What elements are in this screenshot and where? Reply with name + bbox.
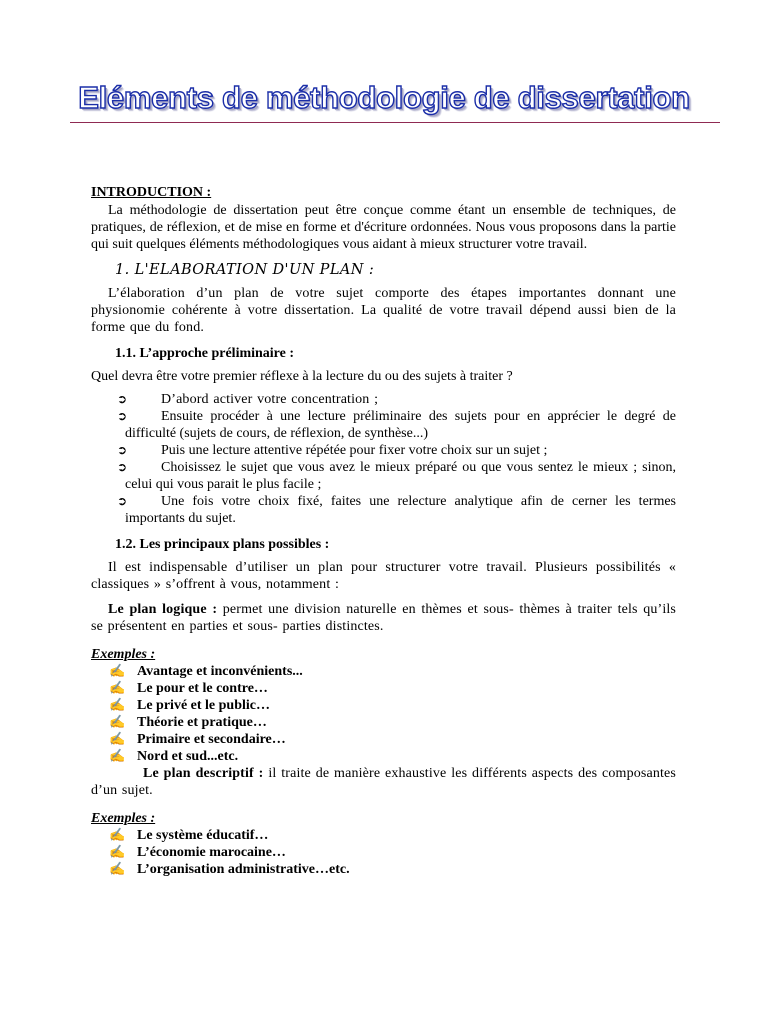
list-item: ✍ Théorie et pratique… bbox=[109, 714, 267, 730]
examples-heading: Exemples : bbox=[91, 811, 156, 826]
examples-heading: Exemples : bbox=[91, 647, 156, 662]
list-item: ✍ L’économie marocaine… bbox=[109, 844, 286, 860]
list-item: ➲ D’abord activer votre concentration ; bbox=[117, 392, 379, 407]
check-bullet-icon: ✍ bbox=[109, 714, 126, 729]
examples-list bbox=[91, 663, 676, 765]
plan-descriptif-label: Le plan descriptif : bbox=[143, 766, 264, 781]
check-bullet-icon: ✍ bbox=[109, 680, 126, 695]
list-item: ➲ Ensuite procéder à une lecture préliminaire des sujets pour en apprécier le degré de difficulté (sujets de cours, de réflexion, de synthèse...) bbox=[117, 409, 676, 441]
list-item: ➲ Une fois votre choix fixé, faites une relecture analytique afin de cerner les termes importants du sujet. bbox=[117, 494, 676, 526]
check-bullet-icon: ✍ bbox=[109, 861, 126, 876]
examples-list bbox=[91, 827, 676, 878]
arrow-bullet-icon: ➲ bbox=[117, 409, 128, 423]
arrow-bullet-icon: ➲ bbox=[117, 460, 128, 474]
approach-question: Quel devra être votre premier réflexe à la lecture du ou des sujets à traiter ? bbox=[91, 369, 513, 384]
check-bullet-icon: ✍ bbox=[109, 731, 126, 746]
section-1-heading: 1. L'ELABORATION D'UN PLAN : bbox=[115, 262, 375, 278]
check-bullet-icon: ✍ bbox=[109, 827, 126, 842]
check-bullet-icon: ✍ bbox=[109, 844, 126, 859]
subsection-1-1-heading: 1.1. L’approche préliminaire : bbox=[115, 346, 295, 361]
section-1-paragraph: L’élaboration d’un plan de votre sujet comporte des étapes importantes donnant une physionomie cohérente à votre dissertation. La qualité de votre travail dépend aussi bien de la forme que du fond. bbox=[91, 286, 676, 335]
intro-paragraph: La méthodologie de dissertation peut être conçue comme étant un ensemble de techniques, de pratiques, de réflexion, et de mise en forme et d'écriture ordonnées. Nous vous proposons dans la partie qui suit quelques éléments méthodologiques vous aidant à mieux structurer votre travail. bbox=[91, 203, 676, 252]
plan-descriptif-paragraph: Le plan descriptif : il traite de manière exhaustive les différents aspects des composantes d’un sujet. bbox=[91, 766, 676, 798]
list-item: ✍ Le privé et le public… bbox=[109, 697, 270, 713]
plan-logique-label: Le plan logique : bbox=[108, 602, 218, 617]
check-bullet-icon: ✍ bbox=[109, 748, 126, 763]
plan-logique-paragraph: Le plan logique : permet une division naturelle en thèmes et sous- thèmes à traiter tels qu’ils se présentent en parties et sous- parties distinctes. bbox=[91, 602, 676, 634]
subsection-1-2-heading: 1.2. Les principaux plans possibles : bbox=[115, 537, 330, 552]
list-item: ✍ Nord et sud...etc. bbox=[109, 748, 239, 764]
list-item: ✍ L’organisation administrative…etc. bbox=[109, 861, 350, 877]
list-item: ✍ Le pour et le contre… bbox=[109, 680, 268, 696]
intro-heading: INTRODUCTION : bbox=[91, 185, 212, 200]
check-bullet-icon: ✍ bbox=[109, 697, 126, 712]
arrow-bullet-icon: ➲ bbox=[117, 494, 128, 508]
list-item: ➲ Choisissez le sujet que vous avez le mieux préparé ou que vous sentez le mieux ; sinon, celui qui vous parait le plus facile ; bbox=[117, 460, 676, 492]
list-item: ✍ Primaire et secondaire… bbox=[109, 731, 286, 747]
arrow-bullet-icon: ➲ bbox=[117, 443, 128, 457]
list-item: ✍ Avantage et inconvénients... bbox=[109, 663, 303, 679]
approach-list bbox=[91, 391, 676, 527]
plans-paragraph: Il est indispensable d’utiliser un plan pour structurer votre travail. Plusieurs possibilités « classiques » s’offrent à vous, notamment : bbox=[91, 560, 676, 592]
check-bullet-icon: ✍ bbox=[109, 663, 126, 678]
document-title: Eléments de méthodologie de dissertation bbox=[78, 80, 690, 115]
list-item: ✍ Le système éducatif… bbox=[109, 827, 269, 843]
arrow-bullet-icon: ➲ bbox=[117, 392, 128, 406]
document-body bbox=[91, 184, 676, 878]
list-item: ➲ Puis une lecture attentive répétée pour fixer votre choix sur un sujet ; bbox=[117, 443, 548, 458]
title-divider bbox=[70, 122, 720, 123]
